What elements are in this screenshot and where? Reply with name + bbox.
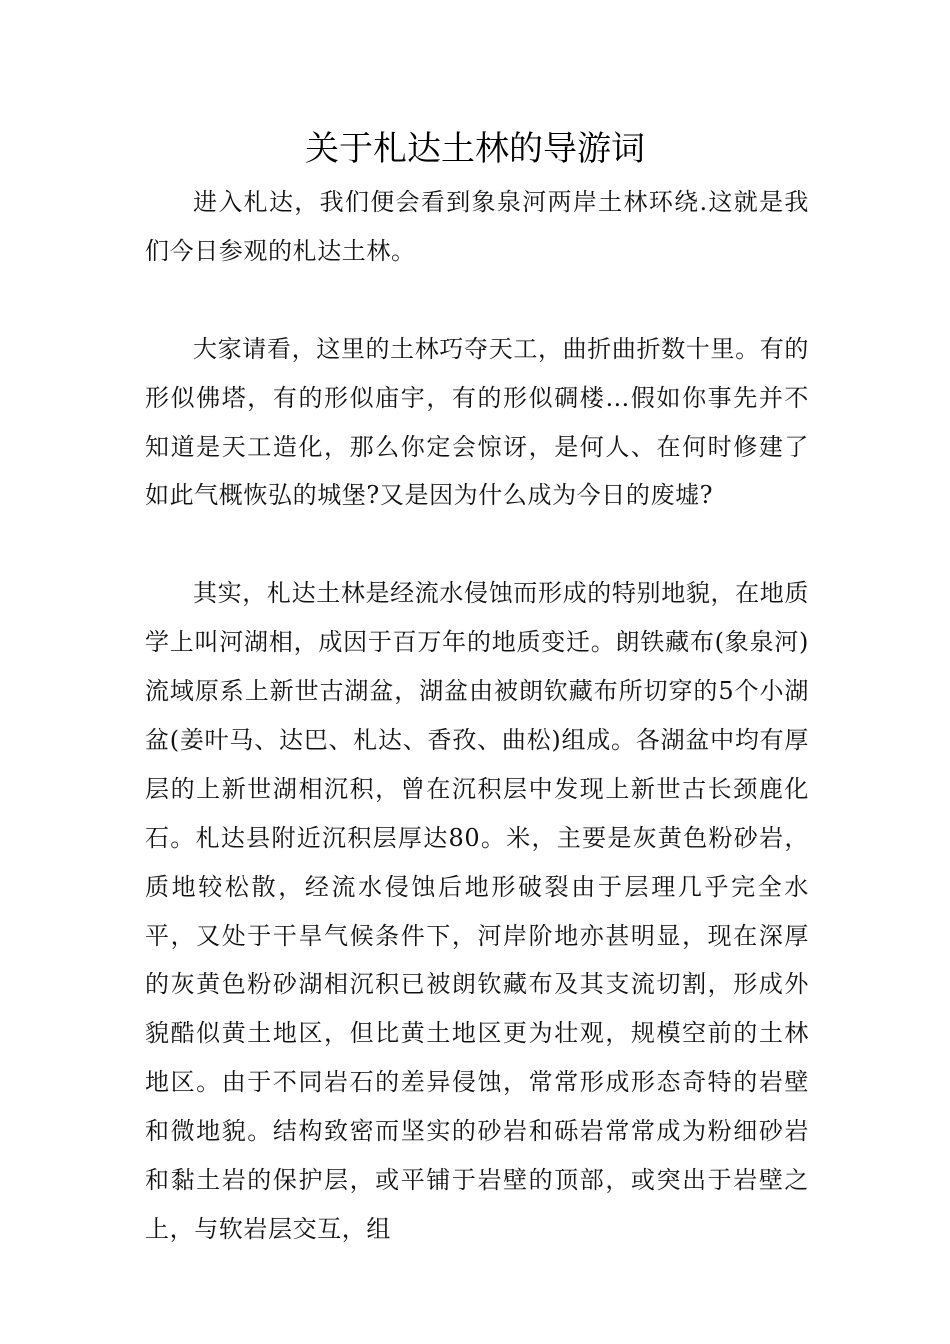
paragraph-intro: 进入札达，我们便会看到象泉河两岸土林环绕.这就是我们今日参观的札达土林。 bbox=[145, 188, 809, 265]
document-title: 关于札达土林的导游词 bbox=[305, 129, 645, 169]
document-body bbox=[145, 178, 809, 1254]
paragraph-geology: 其实，札达土林是经流水侵蚀而形成的特别地貌，在地质学上叫河湖相，成因于百万年的地质变迁。朗铁藏布(象泉河)流域原系上新世古湖盆，湖盆由被朗钦藏布所切穿的5个小湖盆(姜叶马、达巴、札达、香孜、曲松)组成。各湖盆中均有厚层的上新世湖相沉积，曾在沉积层中发现上新世古长颈鹿化石。札达县附近沉积层厚达80。米，主要是灰黄色粉砂岩，质地较松散，经流水侵蚀后地形破裂由于层理几乎完全水平，又处于干旱气候条件下，河岸阶地亦甚明显，现在深厚的灰黄色粉砂湖相沉积已被朗钦藏布及其支流切割，形成外貌酷似黄土地区，但比黄土地区更为壮观，规模空前的土林地区。由于不同岩石的差异侵蚀，常常形成形态奇特的岩壁和微地貌。结构致密而坚实的砂岩和砾岩常常成为粉细砂岩和黏土岩的保护层，或平铺于岩壁的顶部，或突出于岩壁之上，与软岩层交互，组 bbox=[145, 579, 809, 1243]
paragraph-description: 大家请看，这里的土林巧夺天工，曲折曲折数十里。有的形似佛塔，有的形似庙宇，有的形似碉楼…假如你事先并不知道是天工造化，那么你定会惊讶，是何人、在何时修建了如此气概恢弘的城堡?又是因为什么成为今日的废墟? bbox=[145, 334, 809, 510]
